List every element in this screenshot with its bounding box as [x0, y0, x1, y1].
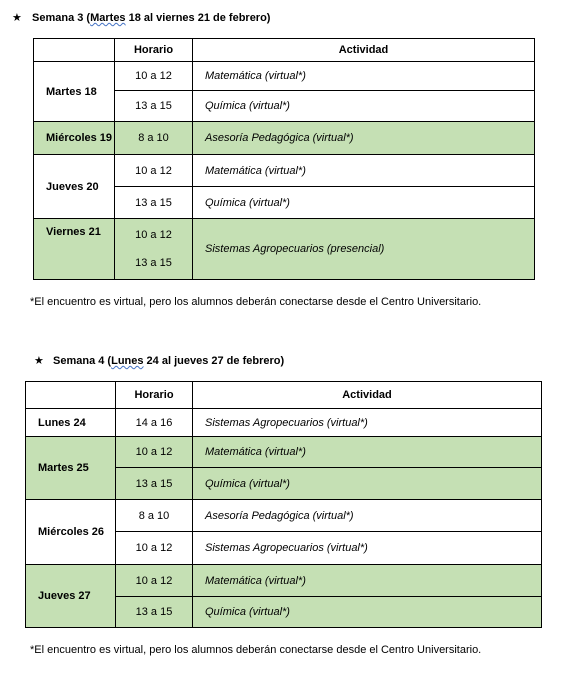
activity-cell: Química (virtual*) — [193, 597, 542, 628]
hour-cell: 13 a 15 — [115, 91, 193, 122]
hour-cell: 8 a 10 — [116, 500, 193, 532]
day-cell: Miércoles 19 — [34, 122, 115, 155]
activity-cell: Asesoría Pedagógica (virtual*) — [193, 500, 542, 532]
table-header-row — [26, 382, 542, 409]
week3-title-underlined: Martes — [90, 12, 126, 24]
activity-cell: Sistemas Agropecuarios (virtual*) — [193, 532, 542, 565]
activity-cell: Asesoría Pedagógica (virtual*) — [193, 122, 535, 155]
activity-cell: Química (virtual*) — [193, 91, 535, 122]
table-row — [34, 122, 535, 155]
activity-cell: Química (virtual*) — [193, 187, 535, 219]
day-cell: Miércoles 26 — [26, 500, 116, 565]
hour-line-1: 10 a 12 — [135, 229, 172, 241]
activity-cell: Sistemas Agropecuarios (presencial) — [193, 219, 535, 280]
hour-cell: 13 a 15 — [116, 597, 193, 628]
table-row — [34, 219, 535, 280]
week3-footnote: *El encuentro es virtual, pero los alumnos deberán conectarse desde el Centro Universitario. — [30, 296, 482, 308]
day-cell: Martes 18 — [34, 62, 115, 122]
hour-cell: 10 a 12 — [116, 565, 193, 597]
week3-title-post: 18 al viernes 21 de febrero) — [125, 12, 271, 24]
week3-table — [33, 38, 535, 280]
header-actividad: Actividad — [193, 39, 535, 62]
week4-title-underlined: Lunes — [111, 355, 144, 367]
week4-title-pre: Semana 4 ( — [53, 355, 112, 367]
day-cell: Lunes 24 — [26, 409, 116, 437]
week4-footnote: *El encuentro es virtual, pero los alumnos deberán conectarse desde el Centro Universitario. — [30, 644, 482, 656]
week4-title-post: 24 al jueves 27 de febrero) — [143, 355, 285, 367]
table-header-row — [34, 39, 535, 62]
header-day — [34, 39, 115, 62]
week4-table — [25, 381, 542, 628]
header-horario: Horario — [116, 382, 193, 409]
table-row — [34, 62, 535, 91]
day-cell: Viernes 21 — [34, 219, 115, 280]
activity-cell: Matemática (virtual*) — [193, 62, 535, 91]
week3-heading — [12, 11, 270, 24]
hour-cell: 10 a 12 — [115, 155, 193, 187]
activity-cell: Matemática (virtual*) — [193, 437, 542, 468]
day-cell: Jueves 20 — [34, 155, 115, 219]
week4-heading — [34, 354, 284, 367]
table-row — [26, 409, 542, 437]
day-cell: Martes 25 — [26, 437, 116, 500]
star-icon: ★ — [12, 12, 22, 24]
hour-cell: 13 a 15 — [116, 468, 193, 500]
star-icon: ★ — [34, 355, 44, 367]
activity-cell: Química (virtual*) — [193, 468, 542, 500]
hour-line-2: 13 a 15 — [135, 257, 172, 269]
header-day — [26, 382, 116, 409]
header-actividad: Actividad — [193, 382, 542, 409]
activity-cell: Matemática (virtual*) — [193, 155, 535, 187]
table-row — [34, 155, 535, 187]
hour-cell: 10 a 12 — [116, 532, 193, 565]
hour-cell: 8 a 10 — [115, 122, 193, 155]
table-row — [26, 437, 542, 468]
header-horario: Horario — [115, 39, 193, 62]
hour-cell: 14 a 16 — [116, 409, 193, 437]
hour-cell: 10 a 12 — [116, 437, 193, 468]
hour-cell: 10 a 12 — [115, 62, 193, 91]
hour-cell — [115, 219, 193, 280]
day-cell: Jueves 27 — [26, 565, 116, 628]
activity-cell: Matemática (virtual*) — [193, 565, 542, 597]
table-row — [26, 565, 542, 597]
week3-title-pre: Semana 3 ( — [32, 12, 91, 24]
activity-cell: Sistemas Agropecuarios (virtual*) — [193, 409, 542, 437]
table-row — [26, 500, 542, 532]
hour-cell: 13 a 15 — [115, 187, 193, 219]
